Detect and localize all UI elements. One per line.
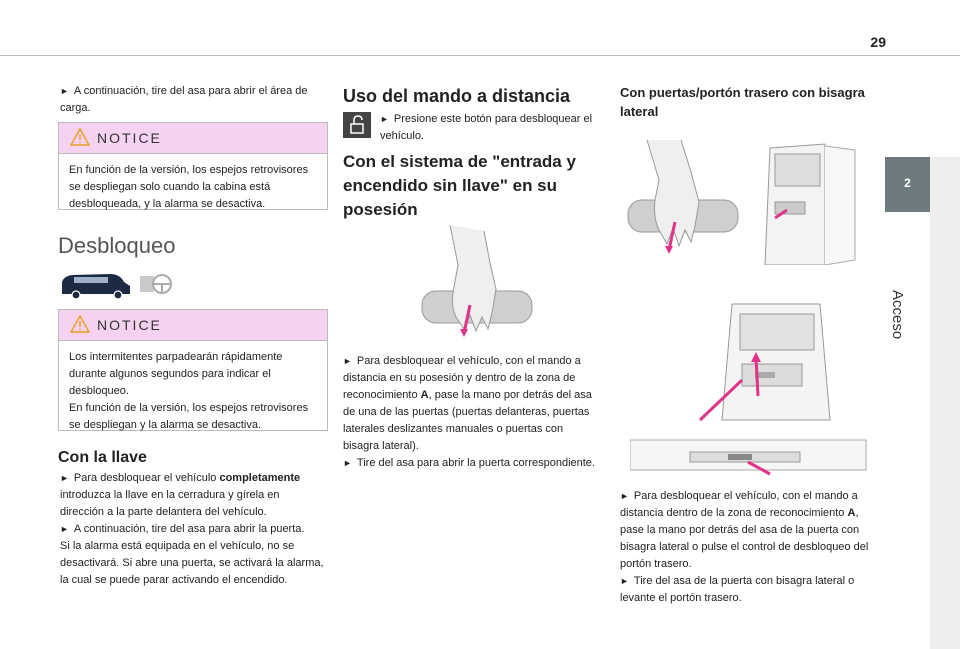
steering-wheel-icon	[140, 275, 171, 293]
notice-header	[59, 123, 327, 154]
notice-box-1	[58, 122, 328, 210]
bullet-arrow-icon: ►	[60, 524, 69, 534]
unlock-button-icon	[343, 112, 371, 138]
bullet-arrow-icon: ►	[620, 576, 629, 586]
notice-text	[59, 341, 327, 443]
notice-title: NOTICE	[97, 317, 162, 333]
bullet-arrow-icon: ►	[343, 356, 352, 366]
warning-triangle-icon	[70, 315, 90, 333]
subsection-title-llave: Con la llave	[58, 449, 147, 466]
chapter-label: Acceso	[889, 290, 906, 340]
notice-line: Los intermitentes parpadearán rápidamente durante algunos segundos para indicar el desbloqueo.	[69, 351, 283, 397]
bullet-arrow-icon: ►	[343, 458, 352, 468]
bullet-arrow-icon: ►	[60, 473, 69, 483]
side-stripe	[930, 157, 960, 649]
hand-handle-illustration	[420, 225, 535, 345]
keyless-title: Con el sistema de "entrada y encendido sin llave" en su posesión	[343, 152, 576, 219]
warning-triangle-icon	[70, 128, 90, 146]
side-hinge-title: Con puertas/portón trasero con bisagra lateral	[620, 85, 865, 119]
chapter-number: 2	[904, 176, 911, 190]
notice-title: NOTICE	[97, 130, 162, 146]
key-note: Si la alarma está equipada en el vehículo, no se desactivará. Si abre una puerta, se activará la alarma, la cual se puede parar activando el encendido.	[60, 540, 324, 586]
remote-title: Uso del mando a distancia	[343, 86, 571, 106]
notice-header	[59, 310, 327, 341]
keyless-instructions	[343, 353, 601, 472]
remote-instruction: ► Presione este botón para desbloquear el vehículo.	[380, 113, 593, 142]
bullet-arrow-icon: ►	[60, 86, 69, 96]
intro-paragraph: ► A continuación, tire del asa para abrir el área de carga.	[60, 85, 308, 114]
notice-line: En función de la versión, los espejos retrovisores se despliegan y la alarma se desactiva.	[69, 402, 309, 431]
notice-text: En función de la versión, los espejos retrovisores se despliegan solo cuando la cabina está desbloqueada, y la alarma se desactiva.	[69, 164, 309, 210]
notice-box-2	[58, 309, 328, 431]
section-title-desbloqueo: Desbloqueo	[58, 233, 176, 258]
bullet-arrow-icon: ►	[380, 114, 389, 124]
page-number: 29	[870, 34, 886, 50]
key-instructions	[60, 470, 326, 589]
header-rule	[0, 55, 960, 56]
keyless-step-1: ► Para desbloquear el vehículo, con el mando a distancia en su posesión y dentro de la zona de reconocimiento A, pase la mano por detrás del asa de una de las puertas (puertas delanteras, puertas laterales deslizantes manuales o puertas con bisagra lateral).	[343, 355, 592, 452]
van-icon	[58, 270, 178, 300]
bullet-arrow-icon: ►	[620, 491, 629, 501]
side-hinge-step-1: ► Para desbloquear el vehículo, con el mando a distancia dentro de la zona de reconocimiento A, pase la mano por detrás del asa de la puerta con bisagra lateral o pulse el control de desbloqueo del portón trasero.	[620, 490, 869, 570]
side-hinge-step-2: ► Tire del asa de la puerta con bisagra lateral o levante el portón trasero.	[620, 575, 855, 604]
rear-door-hand-illustration	[625, 140, 860, 265]
key-step-1: ► Para desbloquear el vehículo completamente introduzca la llave en la cerradura y gírela en dirección a la parte delantera del vehículo.	[60, 472, 301, 518]
keyless-step-2: ► Tire del asa para abrir la puerta correspondiente.	[343, 457, 595, 469]
key-step-2: ► A continuación, tire del asa para abrir la puerta.	[60, 523, 305, 535]
tailgate-unlock-illustration	[630, 300, 868, 480]
side-hinge-instructions	[620, 488, 870, 607]
